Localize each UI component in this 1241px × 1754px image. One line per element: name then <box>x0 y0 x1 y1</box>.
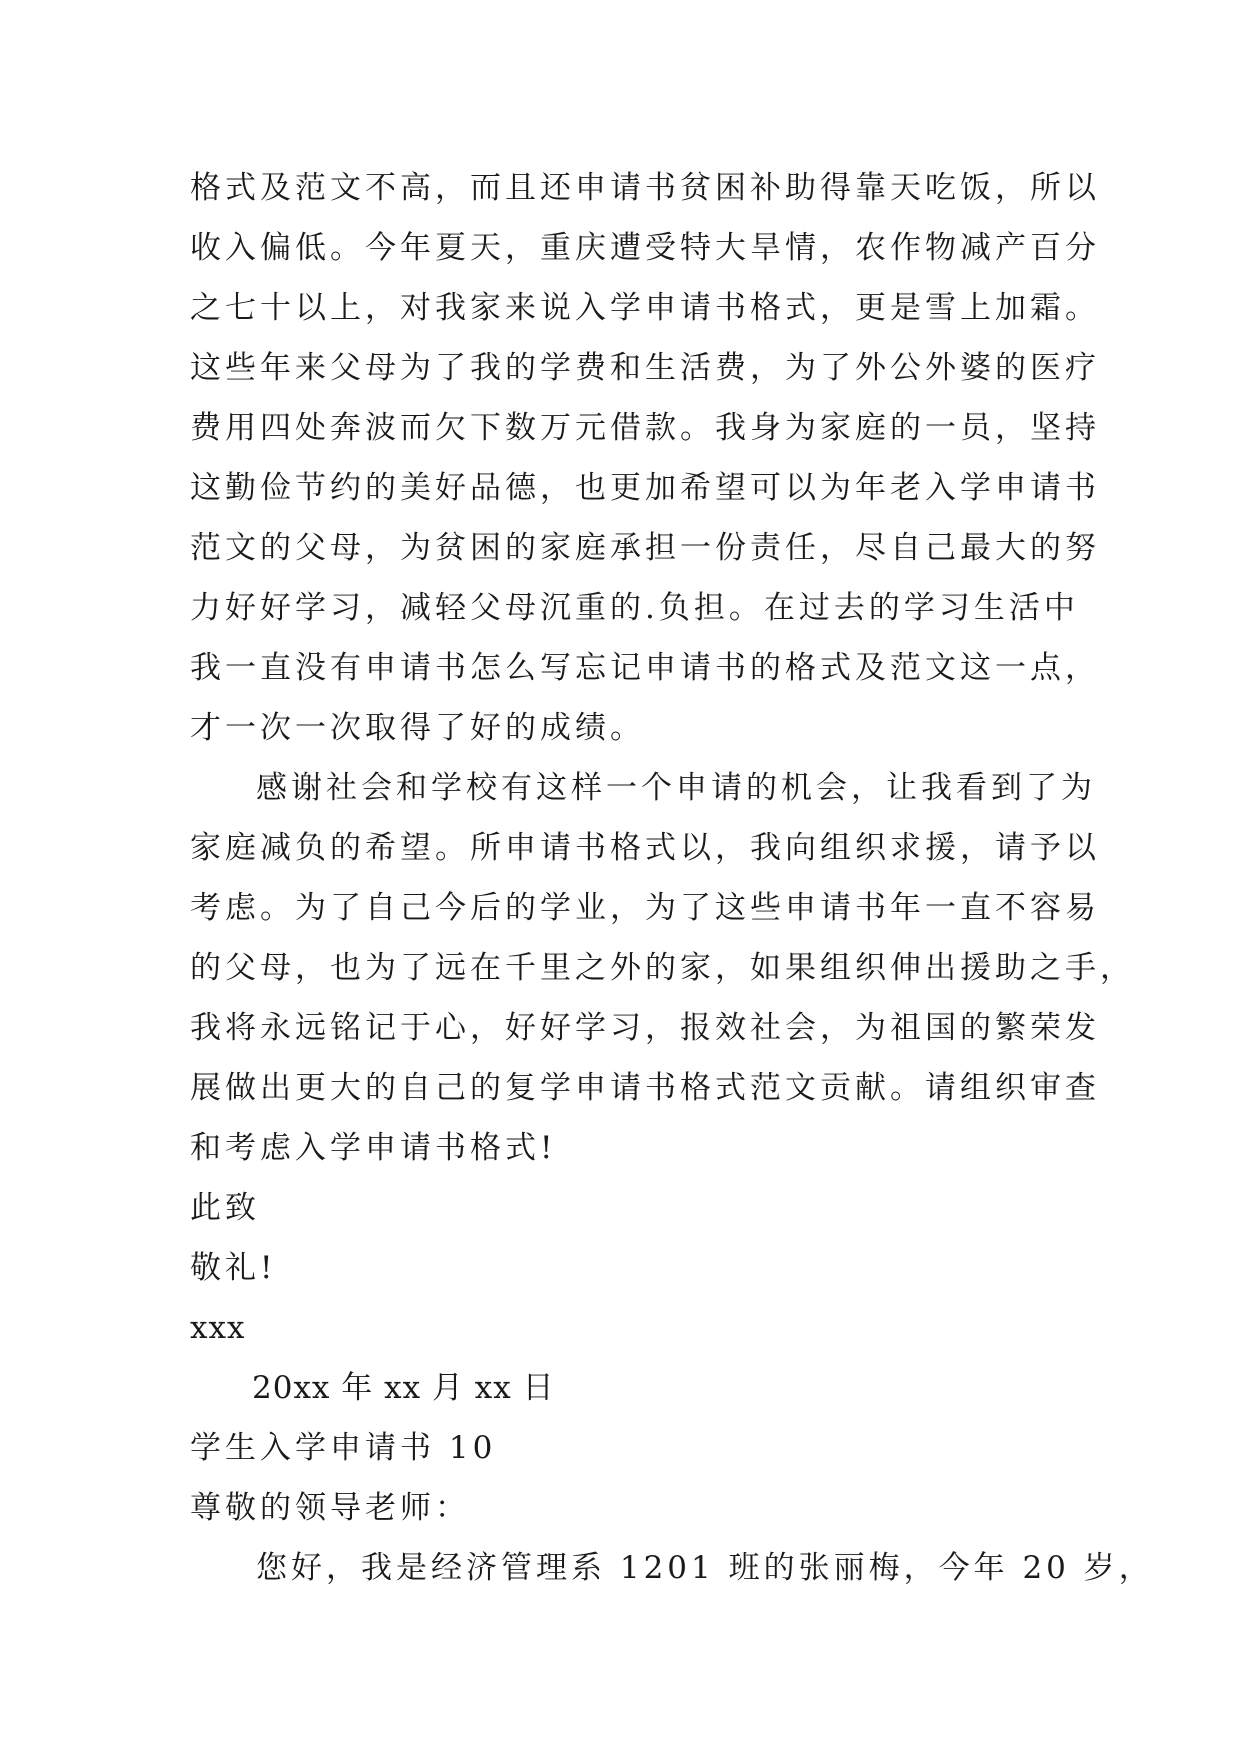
paragraph-line-10: 才一次一次取得了好的成绩。 <box>190 710 645 746</box>
paragraph-line-8: 力好好学习，减轻父母沉重的.负担。在过去的学习生活中 <box>190 590 1079 626</box>
paragraph-line-6: 这勤俭节约的美好品德，也更加希望可以为年老入学申请书 <box>190 470 1100 506</box>
letter-greeting: 尊敬的领导老师： <box>190 1490 470 1526</box>
paragraph2-line-3: 考虑。为了自己今后的学业，为了这些申请书年一直不容易 <box>190 890 1100 926</box>
paragraph-line-5: 费用四处奔波而欠下数万元借款。我身为家庭的一员，坚持 <box>190 410 1100 446</box>
paragraph-line-4: 这些年来父母为了我的学费和生活费，为了外公外婆的医疗 <box>190 350 1100 386</box>
section-heading: 学生入学申请书 10 <box>190 1430 497 1466</box>
paragraph-line-3: 之七十以上，对我家来说入学申请书格式，更是雪上加霜。 <box>190 290 1100 326</box>
paragraph-line-1: 格式及范文不高，而且还申请书贫困补助得靠天吃饭，所以 <box>190 170 1100 206</box>
paragraph2-line-1: 感谢社会和学校有这样一个申请的机会，让我看到了为 <box>256 770 1096 806</box>
paragraph2-line-5: 我将永远铭记于心，好好学习，报效社会，为祖国的繁荣发 <box>190 1010 1100 1046</box>
paragraph-line-2: 收入偏低。今年夏天，重庆遭受特大旱情，农作物减产百分 <box>190 230 1100 266</box>
paragraph2-line-4: 的父母，也为了远在千里之外的家，如果组织伸出援助之手， <box>190 950 1135 986</box>
paragraph-line-9: 我一直没有申请书怎么写忘记申请书的格式及范文这一点， <box>190 650 1100 686</box>
paragraph-line-7: 范文的父母，为贫困的家庭承担一份责任，尽自己最大的努 <box>190 530 1100 566</box>
signature-name: xxx <box>190 1310 246 1346</box>
signature-date: 20xx 年 xx 月 xx 日 <box>252 1370 555 1406</box>
paragraph2-line-6: 展做出更大的自己的复学申请书格式范文贡献。请组织审查 <box>190 1070 1100 1106</box>
paragraph2-line-2: 家庭减负的希望。所申请书格式以，我向组织求援，请予以 <box>190 830 1100 866</box>
letter-intro-line: 您好，我是经济管理系 1201 班的张丽梅，今年 20 岁， <box>256 1550 1154 1586</box>
document-body <box>190 158 1154 1598</box>
paragraph2-line-7: 和考虑入学申请书格式! <box>190 1130 557 1166</box>
closing-regards: 敬礼! <box>190 1250 277 1286</box>
closing-salutation: 此致 <box>190 1190 260 1226</box>
